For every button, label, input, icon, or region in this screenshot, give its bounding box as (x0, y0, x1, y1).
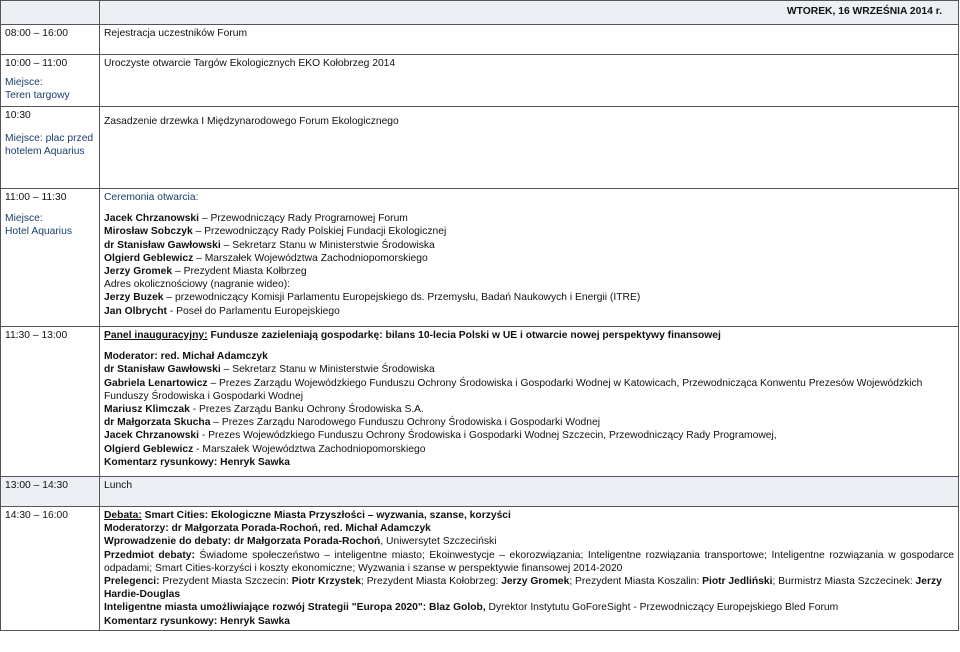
event-title: Zasadzenie drzewka I Międzynarodowego Forum Ekologicznego (100, 107, 959, 189)
speaker-line: Jan Olbrycht - Poseł do Parlamentu Europejskiego (104, 305, 340, 317)
strategy: Inteligentne miasta umożliwiające rozwój Strategii "Europa 2020": Blaz Golob, Dyrektor Instytutu GoForeSight - Przewodniczący Europejskiego Bled Forum (104, 602, 839, 614)
location-label: Miejsce: plac przed hotelem Aquarius (5, 133, 94, 158)
time-cell: 13:00 – 14:30 (1, 477, 100, 507)
location-text: Hotel Aquarius (5, 226, 72, 238)
event-details (100, 507, 959, 631)
time-text: 10:30 (5, 110, 31, 121)
intro: Wprowadzenie do debaty: dr Małgorzata Porada-Rochoń, Uniwersytet Szczeciński (104, 536, 497, 548)
event-title: Uroczyste otwarcie Targów Ekologicznych EKO Kołobrzeg 2014 (100, 55, 959, 107)
agenda-row (1, 507, 959, 631)
agenda-row (1, 327, 959, 477)
time-cell (1, 55, 100, 107)
panel-heading: Panel inauguracyjny: Fundusze zazieleniają gospodarkę: bilans 10-lecia Polski w UE i otwarcie nowej perspektywy finansowej (104, 330, 721, 341)
moderators: Moderatorzy: dr Małgorzata Porada-Rochoń, red. Michał Adamczyk (104, 523, 431, 535)
debate-heading: Debata: Smart Cities: Ekologiczne Miasta Przyszłości – wyzwania, szanse, korzyści (104, 510, 511, 521)
debate-subject: Przedmiot debaty: Świadome społeczeństwo – inteligentne miasto; Ekoinwestycje – ekorozwiązania; Inteligentne rozwiązania transportowe; Inteligentne rozwiązania w gospodarce odpadami; Smart Cities-korzyści i koszty ekonomiczne; Wyzwania i szanse w perspektywie finansowej 2014-2020 (104, 549, 954, 574)
event-details (100, 189, 959, 327)
speaker-line: Adres okolicznościowy (nagranie wideo): (104, 279, 291, 291)
header-spacer (1, 1, 100, 25)
comment: Komentarz rysunkowy: Henryk Sawka (104, 615, 290, 627)
speaker-line: Olgierd Geblewicz – Marszałek Województwa Zachodniopomorskiego (104, 252, 428, 264)
location-label: Miejsce: (5, 77, 43, 89)
speaker-line: Mirosław Sobczyk – Przewodniczący Rady Polskiej Fundacji Ekologicznej (104, 226, 447, 238)
speaker-line: Jacek Chrzanowski – Przewodniczący Rady Programowej Forum (104, 213, 408, 225)
agenda-row (1, 25, 959, 55)
event-title: Ceremonia otwarcia: (104, 192, 199, 203)
time-text: 11:00 – 11:30 (5, 192, 67, 203)
time-cell (1, 107, 100, 189)
location-label: Miejsce: (5, 213, 43, 225)
speakers: Prelegenci: Prezydent Miasta Szczecin: Piotr Krzystek; Prezydent Miasta Kołobrzeg: Jerzy Gromek; Prezydent Miasta Koszalin: Piotr Jedliński; Burmistrz Miasta Szczecinek: Jerzy Hardie-Douglas (104, 576, 942, 601)
speaker-line: Mariusz Klimczak - Prezes Zarządu Banku Ochrony Środowiska S.A. (104, 404, 424, 416)
speaker-line: Gabriela Lenartowicz – Prezes Zarządu Wojewódzkiego Funduszu Ochrony Środowiska i Gospodarki Wodnej w Katowicach, Przewodnicząca Konwentu Prezesów Wojewódzkich Funduszy Środowiska i Gospodarki Wodnej (104, 377, 923, 402)
agenda-row (1, 55, 959, 107)
event-details (100, 327, 959, 477)
speaker-line: Jacek Chrzanowski - Prezes Wojewódzkiego Funduszu Ochrony Środowiska i Gospodarki Wodnej Szczecin, Przewodniczący Rady Programowej, (104, 430, 777, 442)
speaker-line: dr Stanisław Gawłowski – Sekretarz Stanu w Ministerstwie Środowiska (104, 239, 435, 251)
time-cell: 14:30 – 16:00 (1, 507, 100, 631)
agenda-row (1, 189, 959, 327)
time-text: 10:00 – 11:00 (5, 58, 68, 69)
time-cell (1, 189, 100, 327)
speaker-list (104, 212, 954, 318)
speaker-line: dr Stanisław Gawłowski – Sekretarz Stanu w Ministerstwie Środowiska (104, 364, 435, 376)
event-title: Rejestracja uczestników Forum (100, 25, 959, 55)
speaker-line: Jerzy Buzek – przewodniczący Komisji Parlamentu Europejskiego ds. Przemysłu, Badań Naukowych i Energii (ITRE) (104, 292, 641, 304)
speaker-line: Komentarz rysunkowy: Henryk Sawka (104, 456, 290, 468)
agenda-row (1, 107, 959, 189)
agenda-date: WTOREK, 16 WRZEŚNIA 2014 r. (100, 1, 959, 25)
time-cell: 11:30 – 13:00 (1, 327, 100, 477)
speaker-line: Moderator: red. Michał Adamczyk (104, 351, 268, 363)
speaker-line: dr Małgorzata Skucha – Prezes Zarządu Narodowego Funduszu Ochrony Środowiska i Gospodarki Wodnej (104, 417, 601, 429)
speaker-list (104, 350, 954, 469)
speaker-line: Olgierd Geblewicz - Marszałek Województwa Zachodniopomorskiego (104, 443, 426, 455)
location-text: Teren targowy (5, 90, 70, 102)
event-title: Lunch (100, 477, 959, 507)
agenda-row (1, 477, 959, 507)
time-cell: 08:00 – 16:00 (1, 25, 100, 55)
speaker-line: Jerzy Gromek – Prezydent Miasta Kołbrzeg (104, 266, 307, 278)
